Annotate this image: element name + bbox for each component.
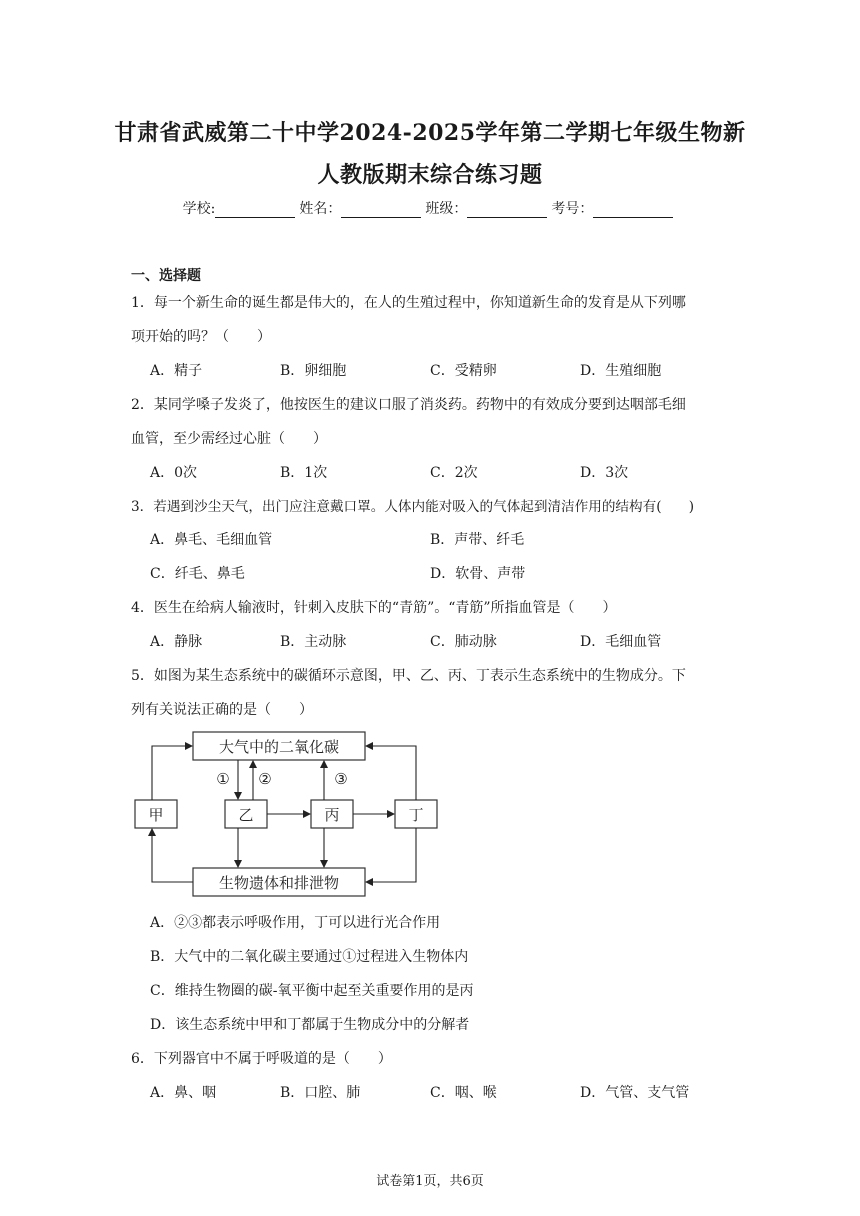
q2-option-d: D．3次 xyxy=(580,465,629,481)
q5-stem-line2: 列有关说法正确的是（ ） xyxy=(131,702,313,718)
q1-option-d: D．生殖细胞 xyxy=(580,363,662,379)
q4-option-a: A．静脉 xyxy=(150,634,203,650)
label-ding: 丁 xyxy=(408,806,424,824)
section-title: 一、选择题 xyxy=(131,268,201,284)
marker-3: ③ xyxy=(334,770,348,788)
school-label: 学校: xyxy=(182,201,216,217)
q3-option-b: B．声带、纤毛 xyxy=(430,532,525,548)
q4-option-b: B．主动脉 xyxy=(280,634,347,650)
class-label: 班级： xyxy=(425,201,468,217)
q5-option-c: C．维持生物圈的碳-氧平衡中起至关重要作用的是丙 xyxy=(150,983,474,999)
exam-title-line2: 人教版期末综合练习题 xyxy=(317,162,543,188)
exam-title-line1: 甘肃省武威第二十中学2024-2025学年第二学期七年级生物新 xyxy=(114,120,746,146)
q6-stem-line1: 6．下列器官中不属于呼吸道的是（ ） xyxy=(131,1051,392,1067)
class-blank[interactable] xyxy=(467,203,547,218)
q6-option-d: D．气管、支气管 xyxy=(580,1085,690,1101)
q6-option-a: A．鼻、咽 xyxy=(150,1085,217,1101)
arrow-remains-to-jia xyxy=(152,829,193,882)
marker-1: ① xyxy=(216,770,230,788)
q6-option-c: C．咽、喉 xyxy=(430,1085,497,1101)
arrow-ding-to-co2 xyxy=(366,746,416,800)
q3-option-d: D．软骨、声带 xyxy=(430,566,526,582)
name-blank[interactable] xyxy=(341,203,421,218)
q5-option-b: B．大气中的二氧化碳主要通过①过程进入生物体内 xyxy=(150,949,469,965)
carbon-cycle-diagram xyxy=(131,728,451,900)
q2-stem-line2: 血管，至少需经过心脏（ ） xyxy=(131,431,327,447)
q1-option-c: C．受精卵 xyxy=(430,363,497,379)
arrow-ding-to-remains xyxy=(366,828,416,882)
q2-stem-line1: 2．某同学嗓子发炎了，他按医生的建议口服了消炎药。药物中的有效成分要到达咽部毛细 xyxy=(131,397,686,413)
q5-option-d: D．该生态系统中甲和丁都属于生物成分中的分解者 xyxy=(150,1017,470,1033)
page-footer: 试卷第1页，共6页 xyxy=(376,1174,484,1189)
q4-option-d: D．毛细血管 xyxy=(580,634,662,650)
q1-option-a: A．精子 xyxy=(150,363,203,379)
label-remains-excreta: 生物遗体和排泄物 xyxy=(218,874,340,892)
label-atmosphere-co2: 大气中的二氧化碳 xyxy=(218,738,340,756)
q3-stem-line1: 3．若遇到沙尘天气，出门应注意戴口罩。人体内能对吸入的气体起到清洁作用的结构有( ) xyxy=(131,499,695,515)
name-label: 姓名： xyxy=(299,201,342,217)
label-jia: 甲 xyxy=(148,806,164,824)
marker-2: ② xyxy=(258,770,272,788)
q1-stem-line1: 1．每一个新生命的诞生都是伟大的，在人的生殖过程中，你知道新生命的发育是从下列哪 xyxy=(131,295,686,311)
q3-option-a: A．鼻毛、毛细血管 xyxy=(150,532,273,548)
q2-option-b: B．1次 xyxy=(280,465,328,481)
q2-option-a: A．0次 xyxy=(150,465,198,481)
label-yi: 乙 xyxy=(238,806,254,824)
q2-option-c: C．2次 xyxy=(430,465,478,481)
q3-option-c: C．纤毛、鼻毛 xyxy=(150,566,245,582)
student-info-fields xyxy=(0,198,860,218)
q1-option-b: B．卵细胞 xyxy=(280,363,347,379)
arrow-jia-to-co2 xyxy=(152,746,192,800)
school-blank[interactable] xyxy=(215,203,295,218)
exam-number-label: 考号： xyxy=(551,201,594,217)
q4-option-c: C．肺动脉 xyxy=(430,634,497,650)
q6-option-b: B．口腔、肺 xyxy=(280,1085,361,1101)
q1-stem-line2: 项开始的吗？（ ） xyxy=(131,329,271,345)
label-bing: 丙 xyxy=(324,806,340,824)
q5-stem-line1: 5．如图为某生态系统中的碳循环示意图，甲、乙、丙、丁表示生态系统中的生物成分。下 xyxy=(131,668,686,684)
q5-option-a: A．②③都表示呼吸作用，丁可以进行光合作用 xyxy=(150,915,441,931)
exam-number-blank[interactable] xyxy=(593,203,673,218)
q4-stem-line1: 4．医生在给病人输液时，针刺入皮肤下的“青筋”。“青筋”所指血管是（ ） xyxy=(131,600,617,616)
